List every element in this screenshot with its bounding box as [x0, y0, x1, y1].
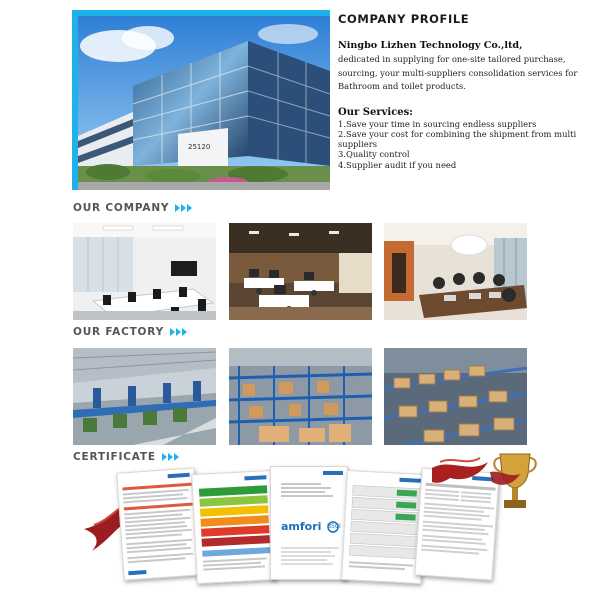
service-item: 2.Save your cost for combining the shipment from multi suppliers: [338, 128, 577, 150]
company-description: dedicated in supplying for one-site tailored purchase, sourcing, your multi-suppliers consolidation services for Bathroom and toilet products.: [338, 54, 578, 92]
factory-production-line-photo: [73, 348, 216, 445]
office-building-photo: [78, 16, 330, 190]
conveyor-boxes-photo: [384, 348, 527, 445]
chevrons-right-icon: [162, 453, 180, 461]
section-label: OUR FACTORY: [73, 326, 164, 338]
meeting-room-photo: [73, 223, 216, 320]
profile-title: COMPANY PROFILE: [338, 12, 470, 26]
certificate-document: [191, 470, 277, 584]
office-workspace-photo: [229, 223, 372, 320]
section-heading-factory: [73, 326, 188, 338]
services-title: Our Services:: [338, 106, 413, 118]
certificate-document: [116, 467, 201, 580]
service-item: 1.Save your time in sourcing endless suppliers: [338, 118, 537, 129]
section-label: CERTIFICATE: [73, 451, 156, 463]
chevrons-right-icon: [170, 328, 188, 336]
building-number: 25120: [188, 143, 211, 151]
service-item: 3.Quality control: [338, 149, 410, 160]
company-profile: [338, 12, 588, 170]
trophy-icon: [430, 448, 540, 518]
section-label: OUR COMPANY: [73, 202, 170, 214]
amfori-logo-text: amfori: [281, 520, 322, 533]
chevrons-right-icon: [175, 204, 193, 212]
team-office-photo: [384, 223, 527, 320]
amfori-bsci-certificate: [270, 466, 348, 580]
company-name: Ningbo Lizhen Technology Co.,ltd,: [338, 40, 523, 51]
warehouse-racks-photo: [229, 348, 372, 445]
service-item: 4.Supplier audit if you need: [338, 159, 457, 170]
bsci-logo-text: BSCI: [327, 523, 341, 530]
section-heading-company: [73, 202, 193, 214]
